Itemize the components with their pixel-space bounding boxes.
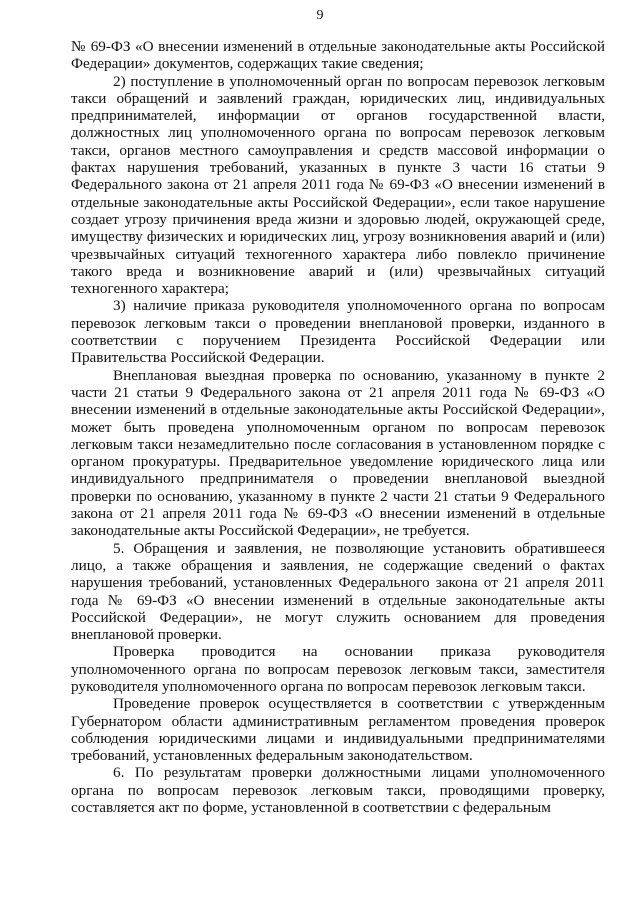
document-body: [71, 38, 605, 816]
paragraph-item-3: 3) наличие приказа руководителя уполномоченного органа по вопросам перевозок легковым такси о проведении внеплановой проверки, изданного в соответствии с поручением Президента Российской Федерации или Правительства Российской Федерации.: [71, 297, 605, 367]
paragraph-unscheduled-inspection: Внеплановая выездная проверка по основанию, указанному в пункте 2 части 21 статьи 9 Федерального закона от 21 апреля 2011 года № 69-ФЗ «О внесении изменений в отдельные законодательные акты Российской Федерации», может быть проведена уполномоченным органом по вопросам перевозок легковым такси незамедлительно после согласования в установленном порядке с органом прокуратуры. Предварительное уведомление юридического лица или индивидуального предпринимателя о проведении внеплановой выездной проверки по основанию, указанному в пункте 2 части 21 статьи 9 Федерального закона от 21 апреля 2011 года № 69-ФЗ «О внесении изменений в отдельные законодательные акты Российской Федерации», не требуется.: [71, 366, 605, 540]
paragraph-item-2: 2) поступление в уполномоченный орган по вопросам перевозок легковым такси обращений и заявлений граждан, юридических лиц, индивидуальных предпринимателей, информации от органов государственной власти, должностных лиц уполномоченного органа по вопросам перевозок легковым такси, органов местного самоуправления и средств массовой информации о фактах нарушения требований, указанных в пункте 3 части 16 статьи 9 Федерального закона от 21 апреля 2011 года № 69-ФЗ «О внесении изменений в отдельные законодательные акты Российской Федерации», если такое нарушение создает угрозу причинения вреда жизни и здоровью людей, окружающей среде, имуществу физических и юридических лиц, угрозу возникновения аварий и (или) чрезвычайных ситуаций техногенного характера либо повлекло причинение такого вреда и возникновение аварий и (или) чрезвычайных ситуаций техногенного характера;: [71, 72, 605, 298]
paragraph-inspection-order: Проверка проводится на основании приказа руководителя уполномоченного органа по вопросам перевозок легковым такси, заместителя руководителя уполномоченного органа по вопросам перевозок легковым такси.: [71, 643, 605, 695]
paragraph-item-6: 6. По результатам проверки должностными лицами уполномоченного органа по вопросам перевозок легковым такси, проводящими проверку, составляется акт по форме, установленной в соответствии с федеральным: [71, 764, 605, 817]
paragraph-inspection-regulation: Проведение проверок осуществляется в соответствии с утвержденным Губернатором области административным регламентом проведения проверок соблюдения юридическими лицами и индивидуальными предпринимателями требований, установленных федеральным законодательством.: [71, 695, 605, 765]
paragraph-continuation: № 69-ФЗ «О внесении изменений в отдельные законодательные акты Российской Федерации» документов, содержащих такие сведения;: [71, 38, 605, 73]
paragraph-item-5: 5. Обращения и заявления, не позволяющие установить обратившееся лицо, а также обращения и заявления, не содержащие сведений о фактах нарушения требований, установленных Федерального закона от 21 апреля 2011 года № 69-ФЗ «О внесении изменений в отдельные законодательные акты Российской Федерации», не могут служить основанием для проведения внеплановой проверки.: [71, 539, 605, 644]
page-number: 9: [316, 8, 324, 23]
